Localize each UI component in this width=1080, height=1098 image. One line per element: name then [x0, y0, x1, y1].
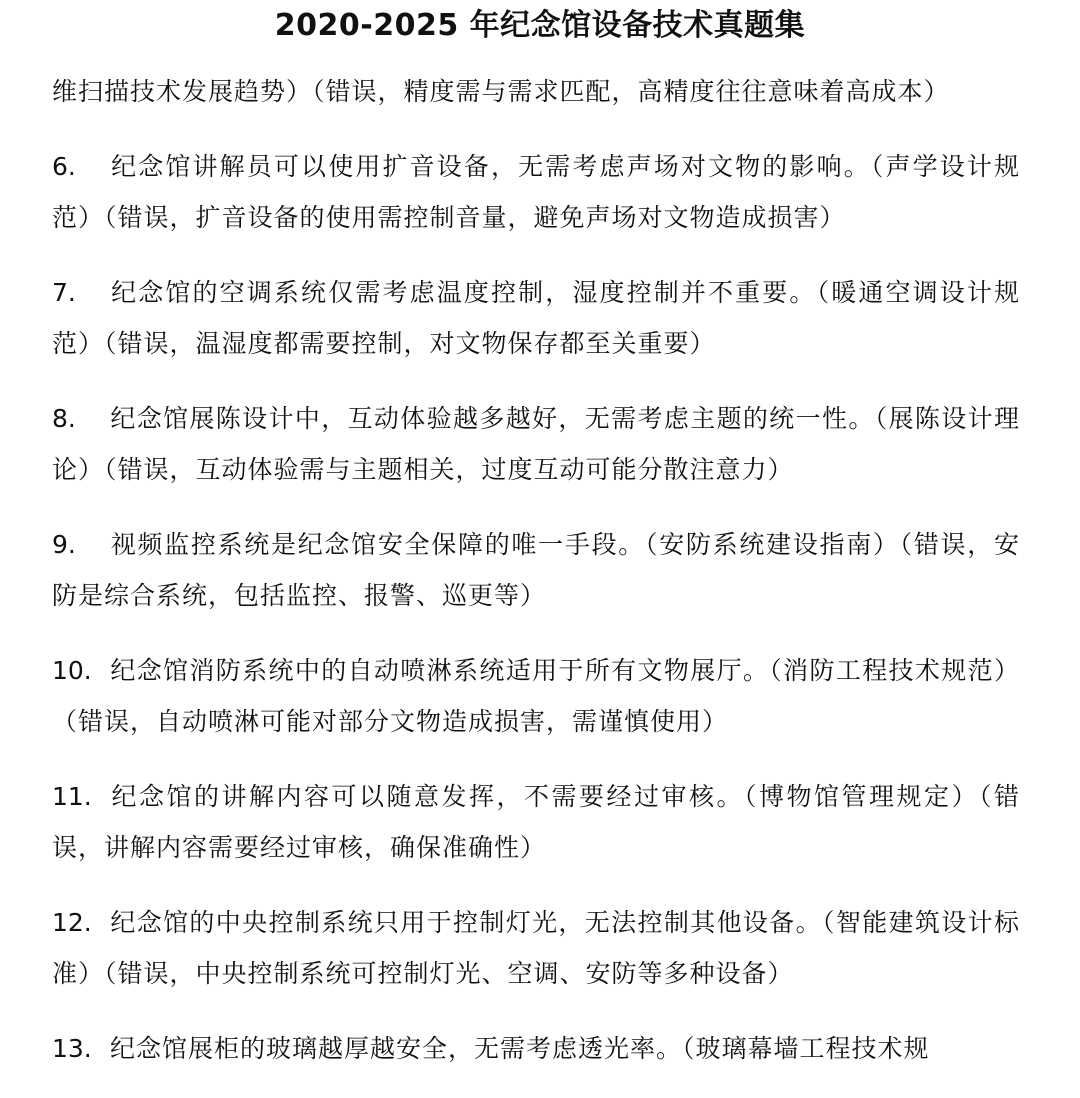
question-number: 12.	[52, 908, 92, 937]
question-number: 10.	[52, 656, 92, 685]
question-text: 纪念馆的中央控制系统只用于控制灯光，无法控制其他设备。（智能建筑设计标准）（错误，中央控制系统可控制灯光、空调、安防等多种设备）	[52, 908, 1020, 988]
question-text: 视频监控系统是纪念馆安全保障的唯一手段。（安防系统建设指南）（错误，安防是综合系统，包括监控、报警、巡更等）	[52, 530, 1020, 610]
continuation-paragraph: 维扫描技术发展趋势）（错误，精度需与需求匹配，高精度往往意味着高成本）	[52, 77, 950, 106]
question-item-9	[52, 519, 1020, 621]
question-text: 纪念馆展陈设计中，互动体验越多越好，无需考虑主题的统一性。（展陈设计理论）（错误，互动体验需与主题相关，过度互动可能分散注意力）	[52, 404, 1020, 484]
question-item-12	[52, 897, 1020, 999]
question-text: 纪念馆讲解员可以使用扩音设备，无需考虑声场对文物的影响。（声学设计规范）（错误，扩音设备的使用需控制音量，避免声场对文物造成损害）	[52, 152, 1020, 232]
question-number: 11.	[52, 782, 92, 811]
question-number: 6.	[52, 152, 76, 181]
document-body	[52, 66, 1020, 1098]
question-item-7	[52, 267, 1020, 369]
question-item-10	[52, 645, 1020, 747]
question-number: 13.	[52, 1034, 92, 1063]
question-text: 纪念馆的讲解内容可以随意发挥，不需要经过审核。（博物馆管理规定）（错误，讲解内容需要经过审核，确保准确性）	[52, 782, 1020, 862]
question-item-6	[52, 141, 1020, 243]
question-number: 7.	[52, 278, 76, 307]
document-title: 2020-2025 年纪念馆设备技术真题集	[274, 8, 806, 43]
question-text: 纪念馆展柜的玻璃越厚越安全，无需考虑透光率。（玻璃幕墙工程技术规	[110, 1034, 930, 1063]
question-number: 8.	[52, 404, 76, 433]
question-item-13	[52, 1023, 1020, 1074]
question-text: 纪念馆消防系统中的自动喷淋系统适用于所有文物展厅。（消防工程技术规范）（错误，自动喷淋可能对部分文物造成损害，需谨慎使用）	[52, 656, 1020, 736]
question-item-8	[52, 393, 1020, 495]
question-text: 纪念馆的空调系统仅需考虑温度控制，湿度控制并不重要。（暖通空调设计规范）（错误，温湿度都需要控制，对文物保存都至关重要）	[52, 278, 1020, 358]
question-item-11	[52, 771, 1020, 873]
question-number: 9.	[52, 530, 76, 559]
